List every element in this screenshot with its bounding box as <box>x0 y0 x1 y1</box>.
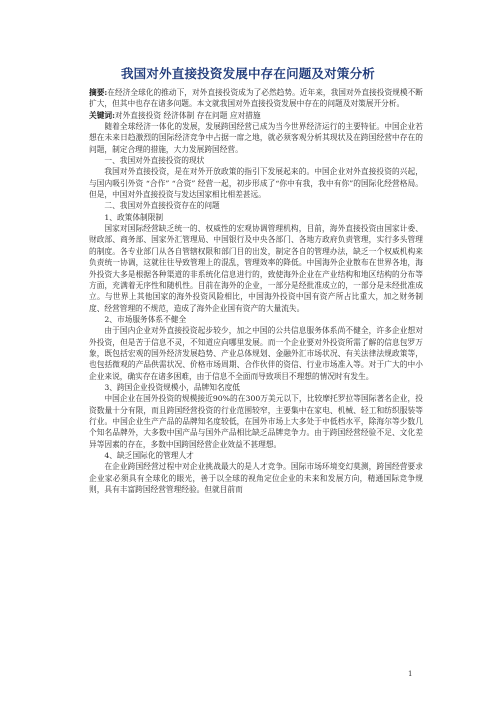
keywords <box>89 110 423 121</box>
section-1-paragraph: 我国对外直接投资，是在对外开放政策的指引下发展起来的。中国企业对外直接投资的兴起，与国内吸引外资 “合作” “合资” 经营一起，初步形成了“你中有我，我中有你”的国际化经营格局。但是，中国对外直接投资与发达国家相比相差甚远。 <box>89 167 423 200</box>
subsection-4-paragraph: 在企业跨国经营过程中对企业挑战最大的是人才竞争。国际市场环境变幻莫测，跨国经营要求企业家必须具有全球化的眼光，善于以全球的视角定位企业的未来和发展方向，精通国际竞争规则，具有丰富跨国经营管理经验。但就目前而 <box>89 462 423 495</box>
section-1-heading: 一、我国对外直接投资的现状 <box>104 156 205 166</box>
abstract-text: 在经济全球化的推动下，对外直接投资成为了必然趋势。近年来，我国对外直接投资规模不断扩大，但其中也存在诸多问题。本文就我国对外直接投资发展中存在的问题及对策展开分析。 <box>89 88 423 109</box>
intro-paragraph: 随着全球经济一体化的发展，发展跨国经营已成为当今世界经济运行的主要特征。中国企业若想在未来日趋激烈的国际经济竞争中占据一席之地，就必须客观分析其现状及在跨国经营中存在的问题，制定合理的措施，大力发展跨国经营。 <box>89 122 423 154</box>
section-2-heading: 二、我国对外直接投资存在的问题 <box>104 201 220 211</box>
page-number: 1 <box>408 670 413 678</box>
document-body <box>89 87 423 495</box>
keywords-label: 关键词: <box>89 110 115 120</box>
document-title: 我国对外直接投资发展中存在问题及对策分析 <box>120 66 375 81</box>
keywords-text: 对外直接投资 经济体制 存在问题 应对措施 <box>114 110 261 120</box>
subsection-1-heading: 1、政策体制限制 <box>104 212 164 222</box>
abstract <box>89 87 423 110</box>
subsection-1-paragraph: 国家对国际经营缺乏统一的、权威性的宏观协调管理机构，目前，海外直接投资由国家计委、财政部、商务部、国家外汇管理局、中国银行及中央各部门、各地方政府负责管理，实行多头管理的制度。各专业部门从各自管辖权限和部门目的出发，制定各自的管理办法，缺乏一个权威机构来负责统一协调，这就往往导致管理上的混乱，管理效率的降低。中国海外企业散布在世界各地，海外投资大多是根据各种渠道的非系统化信息进行的，致使海外企业在产业结构和地区结构的分布等方面，充满着无序性和随机性。目前在海外的企业，一部分是经批准成立的，一部分是未经批准成立。与世界上其他国家的海外投资风险相比，中国海外投资中国有资产所占比重大，加之财务制度、经营管理的不规范，造成了海外企业国有资产的大量流失。 <box>89 224 423 313</box>
subsection-3-heading: 3、跨国企业投资规模小，品牌知名度低 <box>104 382 240 392</box>
subsection-4-heading: 4、缺乏国际化的管理人才 <box>104 451 194 460</box>
subsection-2-paragraph: 由于国内企业对外直接投资起步较少，加之中国的公共信息服务体系尚不健全，许多企业想对外投资，但是苦于信息不灵，不知道应向哪里发展。而一个企业要对外投资所需了解的信息包罗万象，既包括宏观的国外经济发展趋势、产业总体规划、金融外汇市场状况、有关法律法规政策等，也包括微观的产品供需状况、价格市场周期、合作伙伴的资信、行业市场准入等。对于广大的中小企业来说，确实存在诸多困难，由于信息不全面而导致项目不理想的情况时有发生。 <box>89 326 423 381</box>
subsection-3-paragraph: 中国企业在国外投资的规模接近90%的在300万美元以下，比较摩托罗拉等国际著名企业，投资数量十分有限，而且跨国经营投资的行业范围较窄，主要集中在家电、机械、轻工和纺织服装等行业。中国企业生产产品的品牌知名度较低，在国外市场上大多处于中低档水平，除海尔等少数几个知名品牌外，大多数中国产品与国外产品相比缺乏品牌竞争力。由于跨国经营经验不足、文化差异等因素的存在，多数中国跨国经营企业效益不甚理想。 <box>89 394 423 449</box>
subsection-2-heading: 2、市场服务体系不健全 <box>104 314 187 324</box>
abstract-label: 摘要: <box>89 88 108 97</box>
